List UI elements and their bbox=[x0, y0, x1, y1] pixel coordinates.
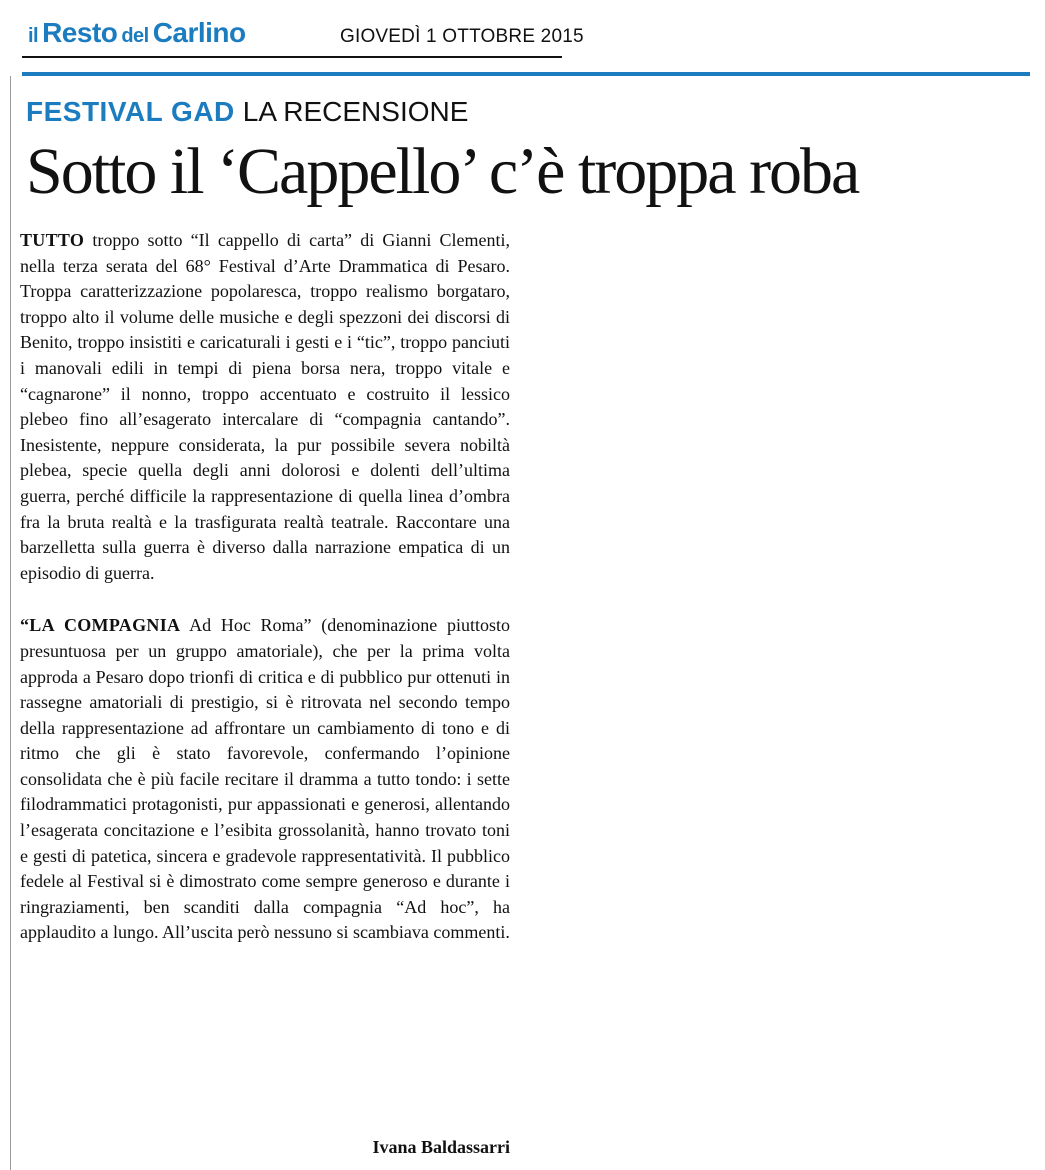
article-headline: Sotto il ‘Cappello’ c’è troppa roba bbox=[26, 135, 859, 208]
masthead bbox=[22, 12, 584, 60]
newspaper-logo bbox=[28, 17, 246, 49]
author-byline: Ivana Baldassarri bbox=[372, 1137, 510, 1157]
article-paragraph bbox=[20, 613, 510, 946]
paragraph-lead: TUTTO bbox=[20, 230, 85, 250]
article-body bbox=[20, 228, 510, 946]
section-divider bbox=[22, 72, 1030, 76]
masthead-divider bbox=[22, 56, 562, 58]
column-rule bbox=[10, 76, 11, 1170]
logo-del: del bbox=[121, 25, 149, 47]
paragraph-lead: “LA COMPAGNIA bbox=[20, 615, 181, 636]
kicker-section: FESTIVAL GAD bbox=[26, 96, 235, 127]
issue-date: GIOVEDÌ 1 OTTOBRE 2015 bbox=[340, 26, 584, 47]
article-kicker bbox=[26, 96, 468, 128]
kicker-label: LA RECENSIONE bbox=[242, 96, 469, 127]
logo-prefix: il bbox=[28, 25, 39, 47]
paragraph-text: Ad Hoc Roma” (denominazione piuttosto presuntuosa per un gruppo amatoriale), che per la prima volta approda a Pesaro dopo trionfi di critica e di pubblico pur ottenuti in rassegne amatoriali di prestigio, si è ritrovata nel secondo tempo della rappresentazione ad affrontare un cambiamento di tono e di ritmo che gli è stato favorevole, confermando l’opinione consolidata che è più facile recitare il dramma a tutto tondo: i sette filodrammatici protagonisti, pur appassionati e generosi, allentando l’esagerata concitazione e l’esibita grossolanità, hanno trovato toni e gesti di patetica, sincera e gradevole rappresentatività. Il pubblico fedele al Festival si è dimostrato come sempre generoso e durante i ringraziamenti, ben scanditi dalla compagnia “Ad hoc”, ha applaudito a lungo. All’uscita però nessuno si scambiava commenti. bbox=[20, 615, 510, 943]
logo-carlino: Carlino bbox=[152, 17, 246, 48]
paragraph-text: troppo sotto “Il cappello di carta” di Gianni Clementi, nella terza serata del 68° Festival d’Arte Drammatica di Pesaro. Troppa caratterizzazione popolaresca, troppo realismo borgataro, troppo alto il volume delle musiche e degli spezzoni dei discorsi di Benito, troppo insistiti e caricaturali i gesti e i “tic”, troppo panciuti i manovali edili in tempi di piena borsa nera, troppo vitale e “cagnarone” il nonno, troppo accentuato e costruito il lessico plebeo fino all’esagerato intercalare di “compagnia cantando”. Inesistente, neppure considerata, la pur possibile severa nobiltà plebea, specie quella degli anni dolorosi e dolenti dell’ultima guerra, perché difficile la rappresentazione di quella linea d’ombra fra la bruta realtà e la trasfigurata realtà teatrale. Raccontare una barzelletta sulla guerra è diverso dalla narrazione empatica di un episodio di guerra. bbox=[20, 230, 510, 583]
logo-resto: Resto bbox=[42, 17, 118, 48]
article-paragraph bbox=[20, 228, 510, 586]
